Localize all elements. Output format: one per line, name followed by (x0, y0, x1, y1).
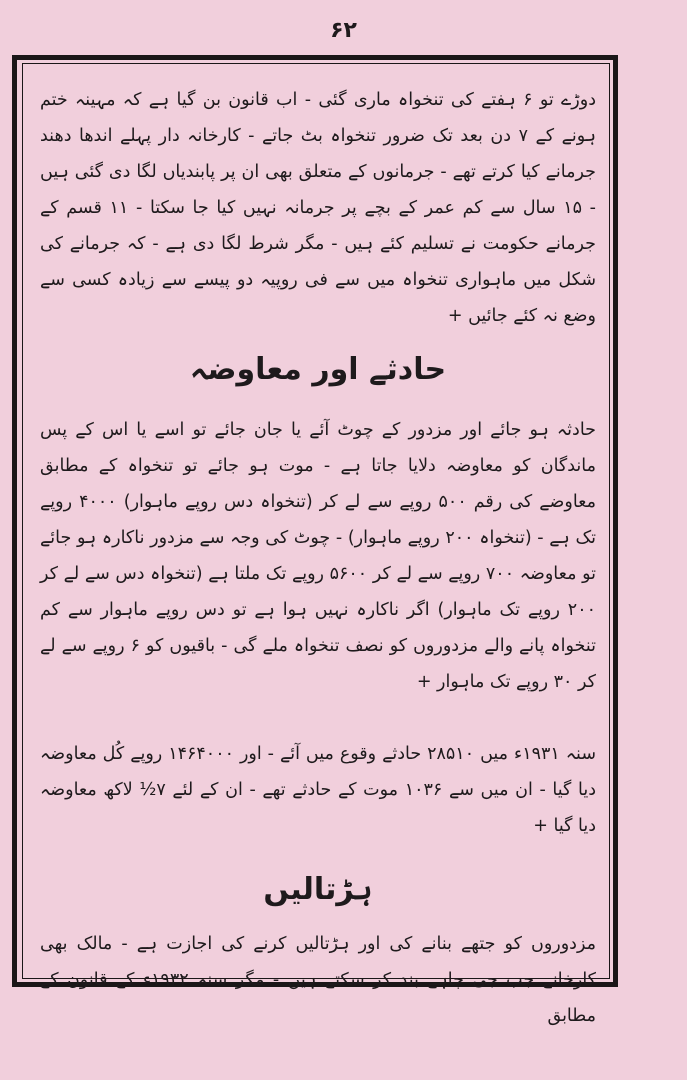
heading-strikes: ہڑتالیں (263, 872, 373, 907)
page-number: ۶۲ (330, 18, 357, 43)
paragraph-strikes: مزدوروں کو جتھے بنانے کی اور ہڑتالیں کرنے کی اجازت ہے - مالک بھی کارخانے جب جی چاہے بند کر سکتے ہیں - مگر سنہ ۱۹۳۲ء کے قانون کے مطابق (40, 934, 596, 1026)
paragraph-wages-fines: دوڑے تو ۶ ہفتے کی تنخواہ ماری گئی - اب قانون بن گیا ہے کہ مہینہ ختم ہونے کے ۷ دن بعد تک ضرور تنخواہ بٹ جاتے - کارخانہ دار پہلے اندھا دھند جرمانے کیا کرتے تھے - جرمانوں کے متعلق بھی ان پر پابندیاں لگا دی گئی ہیں - ۱۵ سال سے کم عمر کے بچے پر جرمانہ نہیں کیا جا سکتا - ۱۱ قسم کے جرمانے حکومت نے تسلیم کئے ہیں - مگر شرط لگا دی ہے - کہ جرمانے کی شکل میں ماہواری تنخواہ میں سے فی روپیہ دو پیسے سے زیادہ کسی سے وضع نہ کئے جائیں + (40, 90, 596, 326)
page-content (40, 82, 597, 1026)
paragraph-accident-statistics: سنہ ۱۹۳۱ء میں ۲۸۵۱۰ حادثے وقوع میں آئے - اور ۱۴۶۴۰۰۰ روپے کُل معاوضہ دیا گیا - ان میں سے ۱۰۳۶ موت کے حادثے تھے - ان کے لئے ۷½ لاکھ معاوضہ دیا گیا + (40, 744, 597, 836)
paragraph-accident-compensation: حادثہ ہو جائے اور مزدور کے چوٹ آئے یا جان جائے تو اسے یا اس کے پس ماندگان کو معاوضہ دلایا جاتا ہے - موت ہو جائے تو تنخواہ کے مطابق معاوضے کی رقم ۵۰۰ روپے سے لے کر (تنخواہ دس روپے ماہوار) ۴۰۰۰ روپے تک ہے - (تنخواہ ۲۰۰ روپے ماہوار) - چوٹ کی وجہ سے مزدور ناکارہ ہو جائے تو معاوضہ ۷۰۰ روپے سے لے کر ۵۶۰۰ روپے تک ملتا ہے (تنخواہ دس سے لے کر ۲۰۰ روپے تک ماہوار) اگر ناکارہ نہیں ہوا ہے تو دس روپے ماہوار سے کم تنخواہ پانے والے مزدوروں کو نصف تنخواہ ملے گی - باقیوں کو ۶ روپے سے لے کر ۳۰ روپے تک ماہوار + (40, 420, 597, 692)
heading-accidents-compensation: حادثے اور معاوضہ (189, 352, 447, 387)
